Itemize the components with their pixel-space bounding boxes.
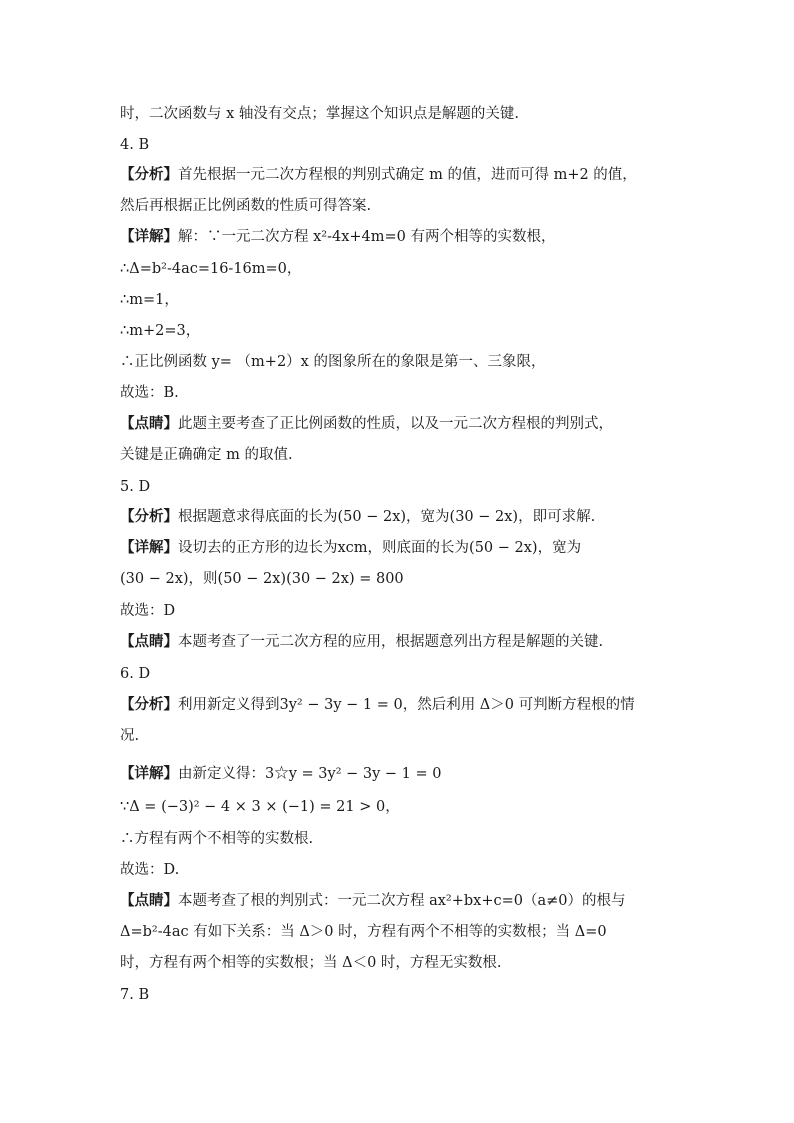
- text-line-23: ∵Δ = (−3)² − 4 × 3 × (−1) = 21 > 0，: [120, 799, 400, 815]
- text-line-21: 况.: [120, 728, 140, 744]
- answer-6: 6. D: [120, 666, 151, 682]
- analysis-6: 【分析】利用新定义得到3y² − 3y − 1 = 0，然后利用 Δ＞0 可判断方程根的情: [120, 697, 635, 713]
- text-line-27: Δ=b²-4ac 有如下关系：当 Δ＞0 时，方程有两个不相等的实数根；当 Δ=0: [120, 924, 607, 940]
- answer-7: 7. B: [120, 987, 150, 1003]
- comment-4: 【点睛】此题主要考查了正比例函数的性质，以及一元二次方程根的判别式，: [120, 416, 613, 432]
- answer-4: 4. B: [120, 137, 150, 153]
- text-line-25: 故选：D.: [120, 862, 180, 878]
- text-line-24: ∴方程有两个不相等的实数根.: [120, 831, 314, 847]
- text-line-9: ∴正比例函数 y= （m+2）x 的图象所在的象限是第一、三象限，: [120, 354, 546, 370]
- text-line-16: (30 − 2x)，则(50 − 2x)(30 − 2x) = 800: [120, 571, 404, 587]
- text-line-28: 时，方程有两个相等的实数根；当 Δ＜0 时，方程无实数根.: [120, 955, 502, 971]
- text-line-10: 故选：B.: [120, 385, 179, 401]
- text-line-1: 时，二次函数与 x 轴没有交点；掌握这个知识点是解题的关键.: [120, 106, 520, 122]
- answer-5: 5. D: [120, 479, 151, 495]
- analysis-4: 【分析】首先根据一元二次方程根的判别式确定 m 的值，进而可得 m+2 的值，: [120, 167, 637, 183]
- text-line-17: 故选：D: [120, 603, 176, 619]
- solution-6: 【详解】由新定义得：3☆y = 3y² − 3y − 1 = 0: [120, 766, 442, 782]
- comment-5: 【点睛】本题考查了一元二次方程的应用，根据题意列出方程是解题的关键.: [120, 634, 604, 650]
- comment-6: 【点睛】本题考查了根的判别式：一元二次方程 ax²+bx+c=0（a≠0）的根与: [120, 893, 626, 909]
- text-line-6: ∴Δ=b²-4ac=16-16m=0，: [120, 261, 302, 277]
- text-line-4: 然后再根据正比例函数的性质可得答案.: [120, 198, 372, 214]
- text-line-7: ∴m=1，: [120, 292, 179, 308]
- solution-5: 【详解】设切去的正方形的边长为xcm，则底面的长为(50 − 2x)，宽为: [120, 540, 582, 556]
- analysis-5: 【分析】根据题意求得底面的长为(50 − 2x)，宽为(30 − 2x)，即可求解.: [120, 509, 596, 525]
- text-line-12: 关键是正确确定 m 的取值.: [120, 447, 293, 463]
- text-line-8: ∴m+2=3，: [120, 323, 201, 339]
- solution-4: 【详解】解：∵一元二次方程 x²-4x+4m=0 有两个相等的实数根，: [120, 229, 556, 245]
